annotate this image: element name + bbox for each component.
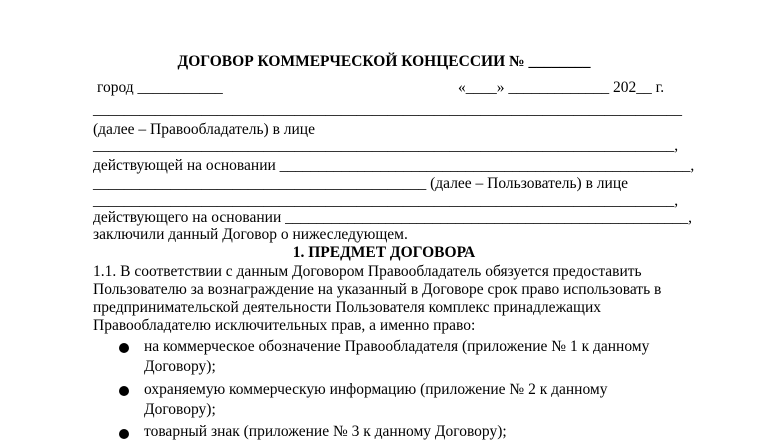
user-line: ___________________________________________ (далее – Пользователь) в лице xyxy=(93,175,628,192)
bullet-icon xyxy=(119,429,129,439)
clause-line: 1.1. В соответствии с данным Договором Правообладатель обязуется предоставить xyxy=(93,263,642,280)
blank-line: ____________________________________________________________________________ xyxy=(93,101,682,118)
list-item: товарный знак (приложение № 3 к данному Договору); xyxy=(144,423,507,440)
bullet-icon xyxy=(119,386,129,396)
list-item-continuation: Договору); xyxy=(144,401,216,418)
date-field: «____» _____________ 202__ г. xyxy=(458,79,665,96)
concluded-line: заключили данный Договор о нижеследующем. xyxy=(93,226,408,243)
clause-line: Правообладателю исключительных прав, а именно право: xyxy=(93,317,476,334)
clause-line: предпринимательской деятельности Пользователя комплекс принадлежащих xyxy=(93,299,602,316)
acting-basis-line: действующего на основании ____________________________________________________, xyxy=(93,209,692,226)
list-item: охраняемую коммерческую информацию (приложение № 2 к данному xyxy=(144,381,608,398)
rightholder-line: (далее – Правообладатель) в лице xyxy=(93,121,315,138)
list-item: на коммерческое обозначение Правообладателя (приложение № 1 к данному xyxy=(144,338,650,355)
blank-line: ___________________________________________________________________________, xyxy=(93,192,679,209)
section-heading: 1. ПРЕДМЕТ ДОГОВОРА xyxy=(292,244,476,261)
acting-basis-line: действующей на основании _____________________________________________________, xyxy=(93,157,695,174)
city-field: город ___________ xyxy=(97,79,223,96)
document-title: ДОГОВОР КОММЕРЧЕСКОЙ КОНЦЕССИИ № ________ xyxy=(177,53,591,70)
bullet-icon xyxy=(119,343,129,353)
blank-line: ___________________________________________________________________________, xyxy=(93,137,679,154)
list-item-continuation: Договору); xyxy=(144,358,216,375)
clause-line: Пользователю за вознаграждение на указанный в Договоре срок право использовать в xyxy=(93,281,662,298)
